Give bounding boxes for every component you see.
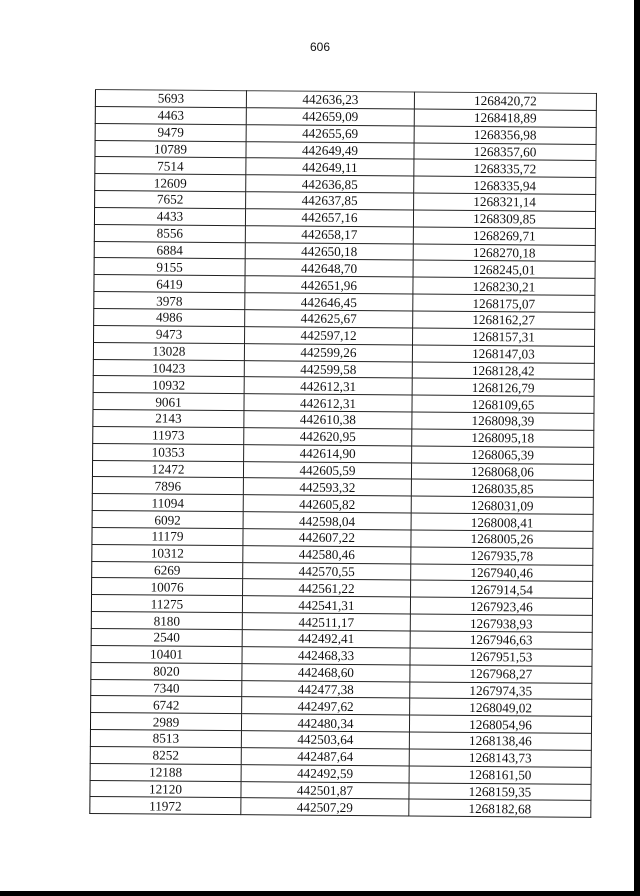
x-coordinate-cell: 442605,82 <box>243 495 411 513</box>
x-coordinate-cell: 442651,96 <box>245 276 413 294</box>
y-coordinate-cell: 1268335,72 <box>414 159 596 177</box>
y-coordinate-cell: 1267974,35 <box>410 682 592 700</box>
y-coordinate-cell: 1268335,94 <box>414 176 596 194</box>
x-coordinate-cell: 442636,23 <box>246 91 414 109</box>
x-coordinate-cell: 442477,38 <box>242 680 410 698</box>
y-coordinate-cell: 1268098,39 <box>412 412 594 430</box>
point-id-cell: 13028 <box>93 342 244 360</box>
y-coordinate-cell: 1268035,85 <box>411 479 593 497</box>
y-coordinate-cell: 1268245,01 <box>413 260 595 278</box>
point-id-cell: 8513 <box>90 730 241 748</box>
point-id-cell: 7896 <box>92 477 243 495</box>
y-coordinate-cell: 1268126,79 <box>412 378 594 396</box>
y-coordinate-cell: 1268161,50 <box>409 766 591 784</box>
x-coordinate-cell: 442637,85 <box>246 192 414 210</box>
point-id-cell: 2989 <box>90 713 241 731</box>
y-coordinate-cell: 1268175,07 <box>413 294 595 312</box>
y-coordinate-cell: 1267968,27 <box>410 665 592 683</box>
y-coordinate-cell: 1268321,14 <box>414 193 596 211</box>
point-id-cell: 7514 <box>95 157 246 175</box>
table-row <box>90 797 591 818</box>
x-coordinate-cell: 442620,95 <box>244 428 412 446</box>
point-id-cell: 4433 <box>94 207 245 225</box>
y-coordinate-cell: 1268309,85 <box>413 210 595 228</box>
point-id-cell: 10401 <box>91 645 242 663</box>
x-coordinate-cell: 442487,64 <box>241 748 409 766</box>
point-id-cell: 12188 <box>90 763 241 781</box>
point-id-cell: 12120 <box>90 780 241 798</box>
point-id-cell: 8252 <box>90 746 241 764</box>
point-id-cell: 10312 <box>92 544 243 562</box>
y-coordinate-cell: 1268054,96 <box>409 715 591 733</box>
x-coordinate-cell: 442597,12 <box>245 326 413 344</box>
y-coordinate-cell: 1268138,46 <box>409 732 591 750</box>
x-coordinate-cell: 442605,59 <box>243 461 411 479</box>
y-coordinate-cell: 1268109,65 <box>412 395 594 413</box>
x-coordinate-cell: 442468,60 <box>242 663 410 681</box>
y-coordinate-cell: 1267935,78 <box>411 547 593 565</box>
x-coordinate-cell: 442657,16 <box>245 209 413 227</box>
point-id-cell: 7652 <box>95 191 246 209</box>
x-coordinate-cell: 442646,45 <box>245 293 413 311</box>
point-id-cell: 9061 <box>93 393 244 411</box>
y-coordinate-cell: 1268159,35 <box>409 783 591 801</box>
point-id-cell: 6092 <box>92 511 243 529</box>
point-id-cell: 4986 <box>94 308 245 326</box>
x-coordinate-cell: 442607,22 <box>243 529 411 547</box>
y-coordinate-cell: 1268005,26 <box>411 530 593 548</box>
x-coordinate-cell: 442659,09 <box>246 108 414 126</box>
point-id-cell: 10789 <box>95 140 246 158</box>
y-coordinate-cell: 1268230,21 <box>413 277 595 295</box>
y-coordinate-cell: 1268157,31 <box>413 328 595 346</box>
point-id-cell: 11094 <box>92 494 243 512</box>
point-id-cell: 12609 <box>95 174 246 192</box>
x-coordinate-cell: 442612,31 <box>244 394 412 412</box>
y-coordinate-cell: 1268420,72 <box>414 92 596 110</box>
point-id-cell: 6419 <box>94 275 245 293</box>
scan-edge-right <box>634 0 640 896</box>
x-coordinate-cell: 442593,32 <box>243 478 411 496</box>
point-id-cell: 4463 <box>95 106 246 124</box>
point-id-cell: 7340 <box>91 679 242 697</box>
point-id-cell: 10932 <box>93 376 244 394</box>
y-coordinate-cell: 1268270,18 <box>413 244 595 262</box>
x-coordinate-cell: 442610,38 <box>244 411 412 429</box>
point-id-cell: 11179 <box>92 527 243 545</box>
y-coordinate-cell: 1267951,53 <box>410 648 592 666</box>
scan-edge-bottom <box>0 891 640 896</box>
point-id-cell: 2143 <box>93 410 244 428</box>
x-coordinate-cell: 442599,58 <box>244 360 412 378</box>
point-id-cell: 8020 <box>91 662 242 680</box>
x-coordinate-cell: 442648,70 <box>245 259 413 277</box>
page-number: 606 <box>309 40 331 54</box>
y-coordinate-cell: 1267946,63 <box>410 631 592 649</box>
y-coordinate-cell: 1268147,03 <box>412 345 594 363</box>
x-coordinate-cell: 442492,59 <box>241 764 409 782</box>
x-coordinate-cell: 442503,64 <box>241 731 409 749</box>
y-coordinate-cell: 1268418,89 <box>414 109 596 127</box>
point-id-cell: 10076 <box>92 578 243 596</box>
point-id-cell: 11275 <box>91 595 242 613</box>
x-coordinate-cell: 442649,49 <box>246 141 414 159</box>
x-coordinate-cell: 442649,11 <box>246 158 414 176</box>
point-id-cell: 8180 <box>91 612 242 630</box>
point-id-cell: 11973 <box>93 426 244 444</box>
y-coordinate-cell: 1267940,46 <box>411 564 593 582</box>
y-coordinate-cell: 1267914,54 <box>411 580 593 598</box>
y-coordinate-cell: 1268162,27 <box>413 311 595 329</box>
x-coordinate-cell: 442599,26 <box>244 343 412 361</box>
x-coordinate-cell: 442511,17 <box>242 613 410 631</box>
x-coordinate-cell: 442655,69 <box>246 124 414 142</box>
x-coordinate-cell: 442480,34 <box>241 714 409 732</box>
point-id-cell: 9473 <box>94 325 245 343</box>
y-coordinate-cell: 1268095,18 <box>412 429 594 447</box>
y-coordinate-cell: 1268182,68 <box>409 799 591 817</box>
x-coordinate-cell: 442501,87 <box>241 781 409 799</box>
x-coordinate-cell: 442614,90 <box>244 444 412 462</box>
x-coordinate-cell: 442492,41 <box>242 630 410 648</box>
x-coordinate-cell: 442468,33 <box>242 647 410 665</box>
point-id-cell: 6742 <box>91 696 242 714</box>
y-coordinate-cell: 1268356,98 <box>414 126 596 144</box>
x-coordinate-cell: 442650,18 <box>245 242 413 260</box>
point-id-cell: 11972 <box>90 797 241 815</box>
x-coordinate-cell: 442658,17 <box>245 225 413 243</box>
x-coordinate-cell: 442497,62 <box>242 697 410 715</box>
y-coordinate-cell: 1268065,39 <box>412 446 594 464</box>
y-coordinate-cell: 1267923,46 <box>410 597 592 615</box>
coordinates-table <box>89 89 597 818</box>
x-coordinate-cell: 442636,85 <box>246 175 414 193</box>
point-id-cell: 3978 <box>94 292 245 310</box>
x-coordinate-cell: 442625,67 <box>245 310 413 328</box>
y-coordinate-cell: 1268031,09 <box>411 496 593 514</box>
y-coordinate-cell: 1268357,60 <box>414 143 596 161</box>
point-id-cell: 9155 <box>94 258 245 276</box>
y-coordinate-cell: 1268068,06 <box>411 463 593 481</box>
y-coordinate-cell: 1268269,71 <box>413 227 595 245</box>
x-coordinate-cell: 442561,22 <box>243 579 411 597</box>
point-id-cell: 6884 <box>94 241 245 259</box>
y-coordinate-cell: 1268128,42 <box>412 362 594 380</box>
point-id-cell: 5693 <box>95 90 246 108</box>
point-id-cell: 10423 <box>93 359 244 377</box>
y-coordinate-cell: 1267938,93 <box>410 614 592 632</box>
y-coordinate-cell: 1268008,41 <box>411 513 593 531</box>
point-id-cell: 2540 <box>91 628 242 646</box>
x-coordinate-cell: 442541,31 <box>242 596 410 614</box>
y-coordinate-cell: 1268143,73 <box>409 749 591 767</box>
point-id-cell: 6269 <box>92 561 243 579</box>
coordinates-table-body <box>90 90 597 818</box>
y-coordinate-cell: 1268049,02 <box>410 698 592 716</box>
point-id-cell: 9479 <box>95 123 246 141</box>
x-coordinate-cell: 442570,55 <box>243 562 411 580</box>
x-coordinate-cell: 442507,29 <box>241 798 409 816</box>
point-id-cell: 8556 <box>94 224 245 242</box>
x-coordinate-cell: 442580,46 <box>243 545 411 563</box>
point-id-cell: 10353 <box>93 443 244 461</box>
x-coordinate-cell: 442612,31 <box>244 377 412 395</box>
x-coordinate-cell: 442598,04 <box>243 512 411 530</box>
point-id-cell: 12472 <box>92 460 243 478</box>
